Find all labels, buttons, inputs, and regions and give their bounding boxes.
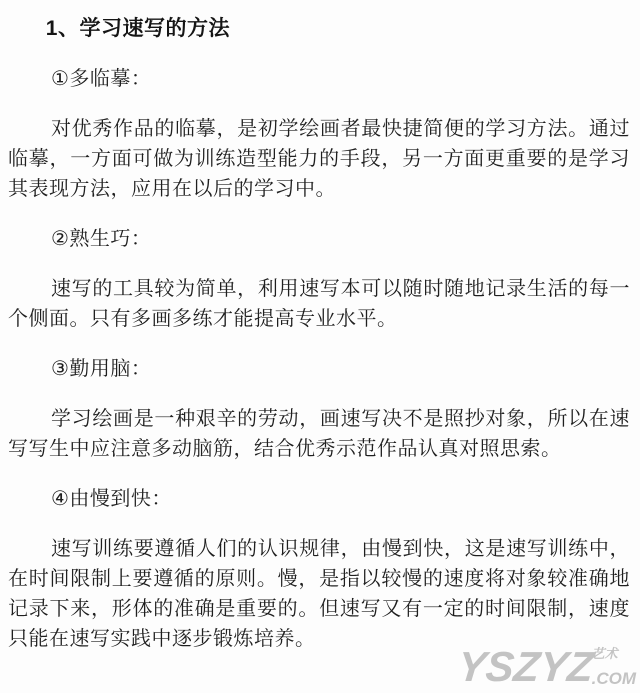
section-2-heading: ②熟生巧： xyxy=(51,228,152,250)
section-3-heading: ③勤用脑： xyxy=(51,358,152,380)
section-3-body: 学习绘画是一种艰辛的劳动，画速写决不是照抄对象，所以在速写写生中应注意多动脑筋，结合优秀示范作品认真对照思索。 xyxy=(8,408,630,460)
section-4-body: 速写训练要遵循人们的认识规律，由慢到快，这是速写训练中，在时间限制上要遵循的原则。慢，是指以较慢的速度将对象较准确地记录下来，形体的准确是重要的。但速写又有一定的时间限制，速度只能在速写实践中逐步锻炼培养。 xyxy=(8,538,630,650)
section-1-heading: ①多临摹： xyxy=(51,68,152,90)
section-4-heading: ④由慢到快： xyxy=(51,488,172,510)
watermark-brand: YSZYZ xyxy=(455,643,597,690)
watermark-domain: .COM xyxy=(591,669,636,688)
watermark-tag: 艺术 xyxy=(591,646,618,661)
section-1-body: 对优秀作品的临摹，是初学绘画者最快捷简便的学习方法。通过临摹，一方面可做为训练造型能力的手段，另一方面更重要的是学习其表现方法，应用在以后的学习中。 xyxy=(8,118,630,200)
section-2-body: 速写的工具较为简单，利用速写本可以随时随地记录生活的每一个侧面。只有多画多练才能提高专业水平。 xyxy=(8,278,630,330)
page-title: 1、学习速写的方法 xyxy=(45,17,230,40)
